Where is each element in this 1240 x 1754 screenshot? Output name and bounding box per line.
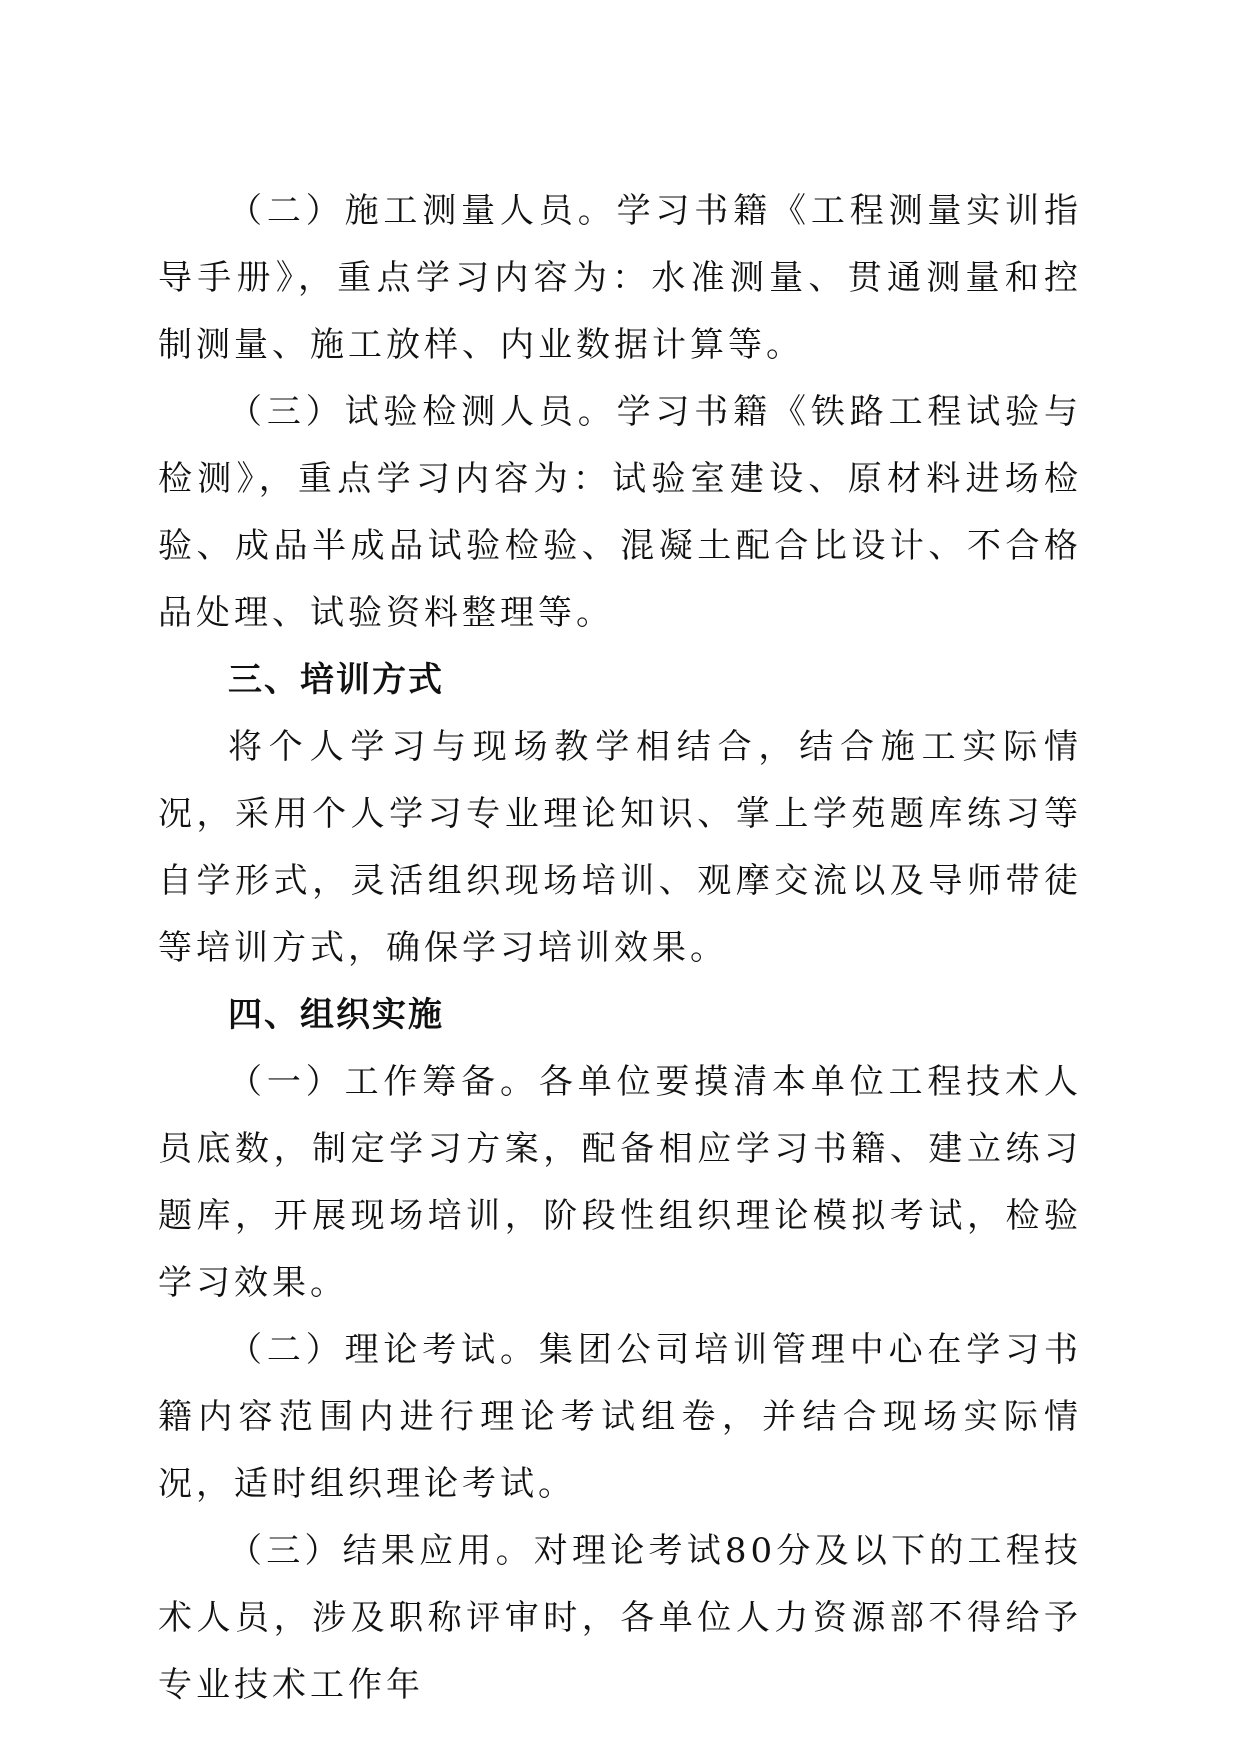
- paragraph-survey-personnel: （二）施工测量人员。学习书籍《工程测量实训指导手册》，重点学习内容为：水准测量、贯通测量和控制测量、施工放样、内业数据计算等。: [158, 191, 1082, 365]
- document-body: [158, 178, 1082, 1719]
- paragraph-testing-personnel: （三）试验检测人员。学习书籍《铁路工程试验与检测》，重点学习内容为：试验室建设、原材料进场检验、成品半成品试验检验、混凝土配合比设计、不合格品处理、试验资料整理等。: [158, 392, 1082, 633]
- paragraph-training-method: 将个人学习与现场教学相结合，结合施工实际情况，采用个人学习专业理论知识、掌上学苑题库练习等自学形式，灵活组织现场培训、观摩交流以及导师带徒等培训方式，确保学习培训效果。: [158, 727, 1082, 968]
- paragraph-preparation: （一）工作筹备。各单位要摸清本单位工程技术人员底数，制定学习方案，配备相应学习书籍、建立练习题库，开展现场培训，阶段性组织理论模拟考试，检验学习效果。: [158, 1062, 1082, 1303]
- heading-organization: 四、组织实施: [228, 995, 444, 1035]
- heading-training-method: 三、培训方式: [228, 660, 444, 700]
- paragraph-result-application: （三）结果应用。对理论考试80分及以下的工程技术人员，涉及职称评审时，各单位人力资源部不得给予专业技术工作年: [158, 1531, 1082, 1705]
- paragraph-theory-exam: （二）理论考试。集团公司培训管理中心在学习书籍内容范围内进行理论考试组卷，并结合现场实际情况，适时组织理论考试。: [158, 1330, 1082, 1504]
